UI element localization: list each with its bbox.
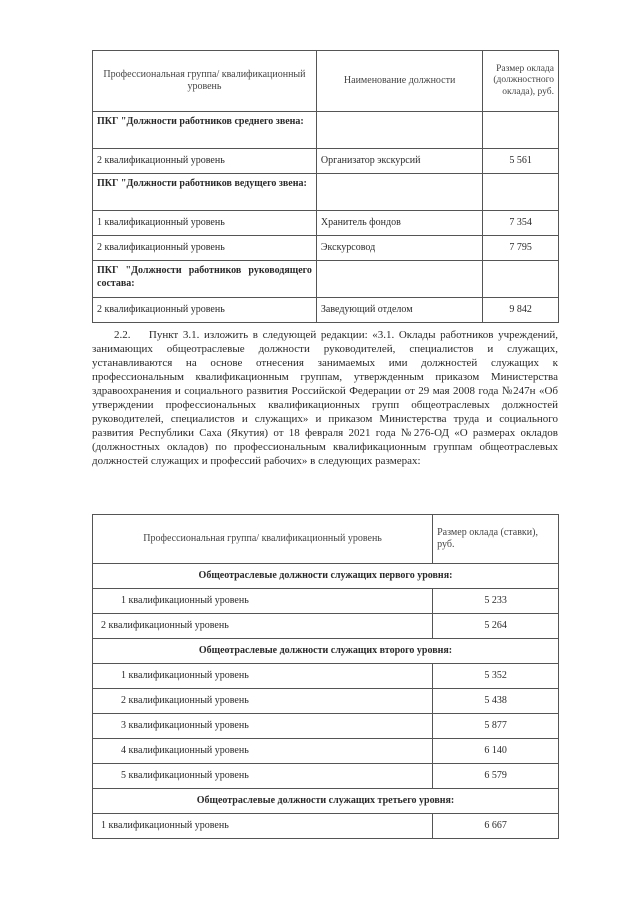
- header-group-level: Профессиональная группа/ квалификационный уровень: [93, 515, 433, 564]
- section-title: Общеотраслевые должности служащих первого уровня:: [93, 564, 559, 589]
- table-header-row: [93, 515, 559, 564]
- group-title: ПКГ "Должности работников руководящего состава:: [93, 261, 317, 298]
- salary-cell: 5 438: [433, 689, 559, 714]
- position-cell: Хранитель фондов: [316, 211, 482, 236]
- salary-cell: 5 877: [433, 714, 559, 739]
- table-row: [93, 149, 559, 174]
- section-title: Общеотраслевые должности служащих третьего уровня:: [93, 789, 559, 814]
- level-cell: 2 квалификационный уровень: [93, 236, 317, 261]
- header-position: Наименование должности: [316, 51, 482, 112]
- level-cell: 2 квалификационный уровень: [93, 298, 317, 323]
- table-row: [93, 211, 559, 236]
- level-cell: 1 квалификационный уровень: [93, 814, 433, 839]
- level-cell: 1 квалификационный уровень: [93, 664, 433, 689]
- salary-table-museum: [92, 50, 559, 323]
- group-title: ПКГ "Должности работников среднего звена:: [93, 112, 317, 149]
- table-header-row: [93, 51, 559, 112]
- level-cell: 5 квалификационный уровень: [93, 764, 433, 789]
- table-row: [93, 764, 559, 789]
- salary-cell: 5 561: [483, 149, 559, 174]
- salary-cell: 6 579: [433, 764, 559, 789]
- salary-cell: 5 264: [433, 614, 559, 639]
- group-title: ПКГ "Должности работников ведущего звена:: [93, 174, 317, 211]
- level-cell: 1 квалификационный уровень: [93, 211, 317, 236]
- salary-cell: 6 140: [433, 739, 559, 764]
- level-cell: 2 квалификационный уровень: [93, 149, 317, 174]
- salary-cell: 5 352: [433, 664, 559, 689]
- level-cell: 3 квалификационный уровень: [93, 714, 433, 739]
- table-row: [93, 298, 559, 323]
- table-row: [93, 664, 559, 689]
- group-row: [93, 261, 559, 298]
- position-cell: Экскурсовод: [316, 236, 482, 261]
- group-row: [93, 112, 559, 149]
- table-row: [93, 739, 559, 764]
- table-row: [93, 814, 559, 839]
- salary-cell: 7 354: [483, 211, 559, 236]
- table-row: [93, 689, 559, 714]
- salary-cell: 6 667: [433, 814, 559, 839]
- level-cell: 1 квалификационный уровень: [93, 589, 433, 614]
- level-cell: 2 квалификационный уровень: [93, 614, 433, 639]
- level-cell: 4 квалификационный уровень: [93, 739, 433, 764]
- header-group-level: Профессиональная группа/ квалификационный уровень: [93, 51, 317, 112]
- header-salary: Размер оклада (должностного оклада), руб.: [483, 51, 559, 112]
- amendment-paragraph: [92, 328, 558, 468]
- level-cell: 2 квалификационный уровень: [93, 689, 433, 714]
- group-row: [93, 174, 559, 211]
- table-row: [93, 589, 559, 614]
- paragraph-number: 2.2.: [114, 329, 131, 341]
- salary-cell: 7 795: [483, 236, 559, 261]
- salary-cell: 9 842: [483, 298, 559, 323]
- section-row: [93, 639, 559, 664]
- position-cell: Заведующий отделом: [316, 298, 482, 323]
- header-salary: Размер оклада (ставки), руб.: [433, 515, 559, 564]
- table-row: [93, 236, 559, 261]
- salary-cell: 5 233: [433, 589, 559, 614]
- section-row: [93, 564, 559, 589]
- section-row: [93, 789, 559, 814]
- position-cell: Организатор экскурсий: [316, 149, 482, 174]
- table-row: [93, 714, 559, 739]
- salary-table-general: [92, 514, 559, 839]
- table-row: [93, 614, 559, 639]
- paragraph-text: Пункт 3.1. изложить в следующей редакции: «3.1. Оклады работников учреждений, занимающих общеотраслевые должности руководителей, специалистов и служащих, устанавливаются на основе отнесения занимаемых ими должностей служащих к профессиональным квалификационным группам, утвержденным приказом Министерства здравоохранения и социального развития Российской Федерации от 29 мая 2008 года №247н «Об утверждении профессиональных квалификационных групп общеотраслевых должностей руководителей, специалистов и служащих» и приказом Министерства труда и социального развития Республики Саха (Якутия) от 18 февраля 2021 года №276-ОД «О размерах окладов (должностных окладов) по профессиональным квалификационным группам общеотраслевых должностей служащих и профессий рабочих» в следующих размерах:: [92, 329, 558, 467]
- section-title: Общеотраслевые должности служащих второго уровня:: [93, 639, 559, 664]
